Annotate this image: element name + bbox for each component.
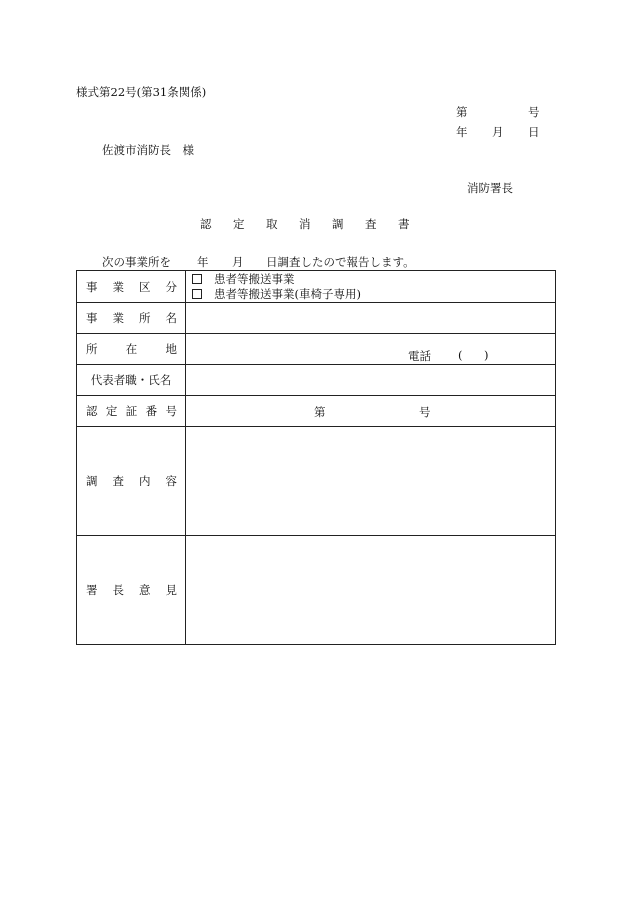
label-char: 所 [139,311,151,325]
opinion-field[interactable] [186,536,556,645]
report-table [76,270,556,645]
label-address [77,334,186,365]
label-char: 認 [86,404,98,418]
date-month: 月 [492,125,504,139]
label-category [77,271,186,303]
title-char: 認 [200,217,212,231]
row-address [77,334,556,365]
row-representative [77,365,556,396]
document-number-suffix: 号 [528,105,540,119]
checkbox-standard[interactable] [192,274,202,284]
address-field[interactable] [186,334,556,365]
phone-paren-open: ( [458,348,463,362]
label-char: 業 [112,279,124,294]
label-char: 容 [165,474,177,488]
label-char: 証 [125,404,138,418]
option-wheelchair-label: 患者等搬送事業(車椅子専用) [214,287,361,301]
representative-field[interactable] [186,365,556,396]
addressee: 佐渡市消防長 様 [102,143,194,157]
label-char: 事 [86,279,98,294]
label-opinion [77,536,186,645]
row-cert-number [77,396,556,427]
survey-field[interactable] [186,427,556,536]
business-name-field[interactable] [186,303,556,334]
document-title [200,216,418,232]
label-char: 業 [112,311,124,325]
label-representative-text: 代表者職・氏名 [90,373,172,387]
cert-number-field[interactable] [186,396,556,427]
label-representative [77,365,186,396]
label-char: 区 [139,279,151,294]
title-char: 定 [233,217,245,231]
label-char: 番 [145,404,158,418]
label-char: 分 [165,279,177,294]
intro-year: 年 [197,255,209,269]
row-opinion [77,536,556,645]
row-survey [77,427,556,536]
label-business-name [77,303,186,334]
label-char: 査 [112,474,124,488]
intro-month: 月 [232,255,244,269]
option-standard-label: 患者等搬送事業 [214,272,295,286]
label-char: 調 [86,474,98,488]
row-business-name [77,303,556,334]
form-id: 様式第22号(第31条関係) [76,85,207,99]
title-char: 消 [299,217,311,231]
date-day: 日 [528,125,540,139]
title-char: 調 [332,217,344,231]
label-char: 所 [86,342,98,356]
cert-number-suffix: 号 [419,405,431,419]
intro-start: 次の事業所を [102,255,171,269]
title-char: 査 [365,217,377,231]
title-char: 取 [266,217,278,231]
option-wheelchair[interactable] [186,287,555,302]
intro-end: 日調査したので報告します。 [266,255,415,269]
document-number-prefix: 第 [456,105,468,119]
title-char: 書 [398,217,410,231]
label-char: 内 [139,474,151,488]
label-char: 名 [165,311,177,325]
label-char: 意 [139,583,151,597]
label-char: 地 [165,342,177,356]
label-char: 定 [105,404,118,418]
phone-label: 電話 [408,349,431,363]
category-options [186,271,556,303]
label-char: 在 [125,342,138,356]
label-char: 事 [86,311,98,325]
label-survey [77,427,186,536]
label-cert-number [77,396,186,427]
option-standard[interactable] [186,272,555,287]
checkbox-wheelchair[interactable] [192,289,202,299]
label-char: 見 [165,583,177,597]
sender: 消防署長 [467,181,513,195]
label-char: 署 [86,583,98,597]
phone-paren-close: ) [484,348,489,362]
label-char: 号 [165,404,177,418]
row-category [77,271,556,303]
label-char: 長 [112,583,124,597]
date-year: 年 [456,125,468,139]
cert-number-prefix: 第 [314,405,326,419]
